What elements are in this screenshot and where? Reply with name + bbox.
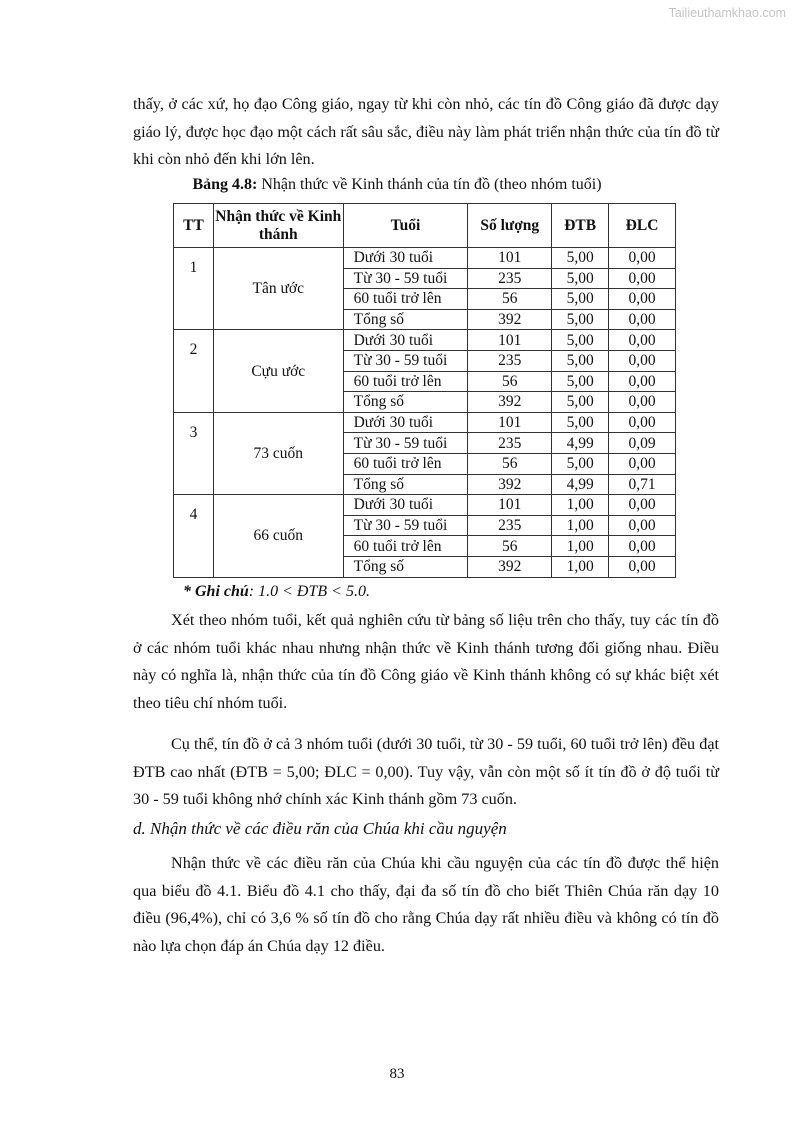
count-cell: 101	[468, 248, 552, 269]
dlc-cell: 0,00	[609, 289, 676, 310]
age-cell: 60 tuổi trở lên	[343, 536, 468, 557]
count-cell: 235	[468, 433, 552, 454]
group-name: 73 cuốn	[213, 412, 343, 494]
group-number: 1	[174, 248, 214, 330]
bible-awareness-table	[173, 203, 676, 578]
note-label: * Ghi chú	[183, 583, 249, 600]
count-cell: 56	[468, 536, 552, 557]
dtb-cell: 5,00	[552, 330, 609, 351]
age-cell: Tổng số	[343, 474, 468, 495]
age-cell: 60 tuổi trở lên	[343, 453, 468, 474]
table-caption	[0, 176, 794, 194]
group-name: Tân ước	[213, 248, 343, 330]
dtb-cell: 5,00	[552, 453, 609, 474]
count-cell: 101	[468, 412, 552, 433]
count-cell: 101	[468, 330, 552, 351]
age-cell: Từ 30 - 59 tuổi	[343, 268, 468, 289]
age-cell: Tổng số	[343, 392, 468, 413]
header-tt: TT	[174, 204, 214, 248]
dlc-cell: 0,00	[609, 330, 676, 351]
dlc-cell: 0,00	[609, 309, 676, 330]
dlc-cell: 0,09	[609, 433, 676, 454]
dtb-cell: 1,00	[552, 515, 609, 536]
paragraph-age-comparison: Xét theo nhóm tuổi, kết quả nghiên cứu từ bảng số liệu trên cho thấy, tuy các tín đồ ở các nhóm tuổi khác nhau nhưng nhận thức về Kinh thánh tương đối giống nhau. Điều này có nghĩa là, nhận thức của tín đồ Công giáo về Kinh thánh không có sự khác biệt xét theo tiêu chí nhóm tuổi.	[133, 611, 719, 712]
group-number: 4	[174, 495, 214, 577]
dlc-cell: 0,00	[609, 556, 676, 577]
age-cell: Tổng số	[343, 309, 468, 330]
dtb-cell: 1,00	[552, 556, 609, 577]
dlc-cell: 0,00	[609, 495, 676, 516]
dtb-cell: 5,00	[552, 392, 609, 413]
header-age: Tuổi	[343, 204, 468, 248]
table-row	[174, 330, 676, 351]
dtb-cell: 5,00	[552, 289, 609, 310]
dlc-cell: 0,00	[609, 268, 676, 289]
age-cell: Dưới 30 tuổi	[343, 330, 468, 351]
dlc-cell: 0,00	[609, 515, 676, 536]
dlc-cell: 0,00	[609, 371, 676, 392]
age-cell: Từ 30 - 59 tuổi	[343, 515, 468, 536]
group-number: 3	[174, 412, 214, 494]
age-cell: Dưới 30 tuổi	[343, 495, 468, 516]
age-cell: Dưới 30 tuổi	[343, 248, 468, 269]
dtb-cell: 5,00	[552, 350, 609, 371]
header-dlc: ĐLC	[609, 204, 676, 248]
table-caption-label: Bảng 4.8:	[192, 176, 258, 193]
dtb-cell: 5,00	[552, 309, 609, 330]
note-text: : 1.0 < ĐTB < 5.0.	[248, 583, 370, 600]
age-cell: Từ 30 - 59 tuổi	[343, 350, 468, 371]
dtb-cell: 1,00	[552, 495, 609, 516]
dlc-cell: 0,71	[609, 474, 676, 495]
intro-paragraph: thấy, ở các xứ, họ đạo Công giáo, ngay từ khi còn nhỏ, các tín đồ Công giáo đã được dạy giáo lý, được học đạo một cách rất sâu sắc, điều này làm phát triển nhận thức của tín đồ từ khi còn nhỏ đến khi lớn lên.	[133, 95, 719, 168]
page-number: 83	[389, 1066, 405, 1082]
count-cell: 235	[468, 268, 552, 289]
dtb-cell: 4,99	[552, 433, 609, 454]
paragraph-commandments: Nhận thức về các điều răn của Chúa khi cầu nguyện của các tín đồ được thể hiện qua biểu đồ 4.1. Biểu đồ 4.1 cho thấy, đại đa số tín đồ cho biết Thiên Chúa răn dạy 10 điều (96,4%), chỉ có 3,6 % số tín đồ cho rằng Chúa dạy rất nhiều điều và không có tín đồ nào lựa chọn đáp án Chúa dạy 12 điều.	[133, 854, 719, 955]
dtb-cell: 4,99	[552, 474, 609, 495]
count-cell: 235	[468, 515, 552, 536]
dlc-cell: 0,00	[609, 453, 676, 474]
header-count: Số lượng	[468, 204, 552, 248]
count-cell: 56	[468, 289, 552, 310]
table-caption-text: Nhận thức về Kinh thánh của tín đồ (theo nhóm tuổi)	[257, 176, 602, 193]
count-cell: 56	[468, 453, 552, 474]
count-cell: 392	[468, 474, 552, 495]
dlc-cell: 0,00	[609, 350, 676, 371]
count-cell: 56	[468, 371, 552, 392]
group-name: Cựu ước	[213, 330, 343, 412]
dtb-cell: 5,00	[552, 268, 609, 289]
dtb-cell: 5,00	[552, 412, 609, 433]
dlc-cell: 0,00	[609, 536, 676, 557]
header-awareness: Nhận thức về Kinh thánh	[213, 204, 343, 248]
age-cell: Dưới 30 tuổi	[343, 412, 468, 433]
age-cell: 60 tuổi trở lên	[343, 289, 468, 310]
group-number: 2	[174, 330, 214, 412]
count-cell: 392	[468, 309, 552, 330]
section-heading: d. Nhận thức về các điều răn của Chúa khi cầu nguyện	[133, 819, 507, 838]
age-cell: Từ 30 - 59 tuổi	[343, 433, 468, 454]
dlc-cell: 0,00	[609, 248, 676, 269]
table-header-row	[174, 204, 676, 248]
age-cell: Tổng số	[343, 556, 468, 577]
dlc-cell: 0,00	[609, 392, 676, 413]
table-row	[174, 412, 676, 433]
table-row	[174, 248, 676, 269]
table-row	[174, 495, 676, 516]
paragraph-details: Cụ thể, tín đồ ở cả 3 nhóm tuổi (dưới 30 tuổi, từ 30 - 59 tuổi, 60 tuổi trở lên) đều đạt ĐTB cao nhất (ĐTB = 5,00; ĐLC = 0,00). Tuy vậy, vẫn còn một số ít tín đồ ở độ tuổi từ 30 - 59 tuổi không nhớ chính xác Kinh thánh gồm 73 cuốn.	[133, 735, 719, 808]
age-cell: 60 tuổi trở lên	[343, 371, 468, 392]
group-name: 66 cuốn	[213, 495, 343, 577]
count-cell: 392	[468, 556, 552, 577]
count-cell: 235	[468, 350, 552, 371]
dlc-cell: 0,00	[609, 412, 676, 433]
count-cell: 101	[468, 495, 552, 516]
count-cell: 392	[468, 392, 552, 413]
dtb-cell: 1,00	[552, 536, 609, 557]
dtb-cell: 5,00	[552, 371, 609, 392]
table-note	[183, 583, 370, 601]
watermark: Tailieuthamkhao.com	[668, 6, 786, 20]
header-dtb: ĐTB	[552, 204, 609, 248]
dtb-cell: 5,00	[552, 248, 609, 269]
